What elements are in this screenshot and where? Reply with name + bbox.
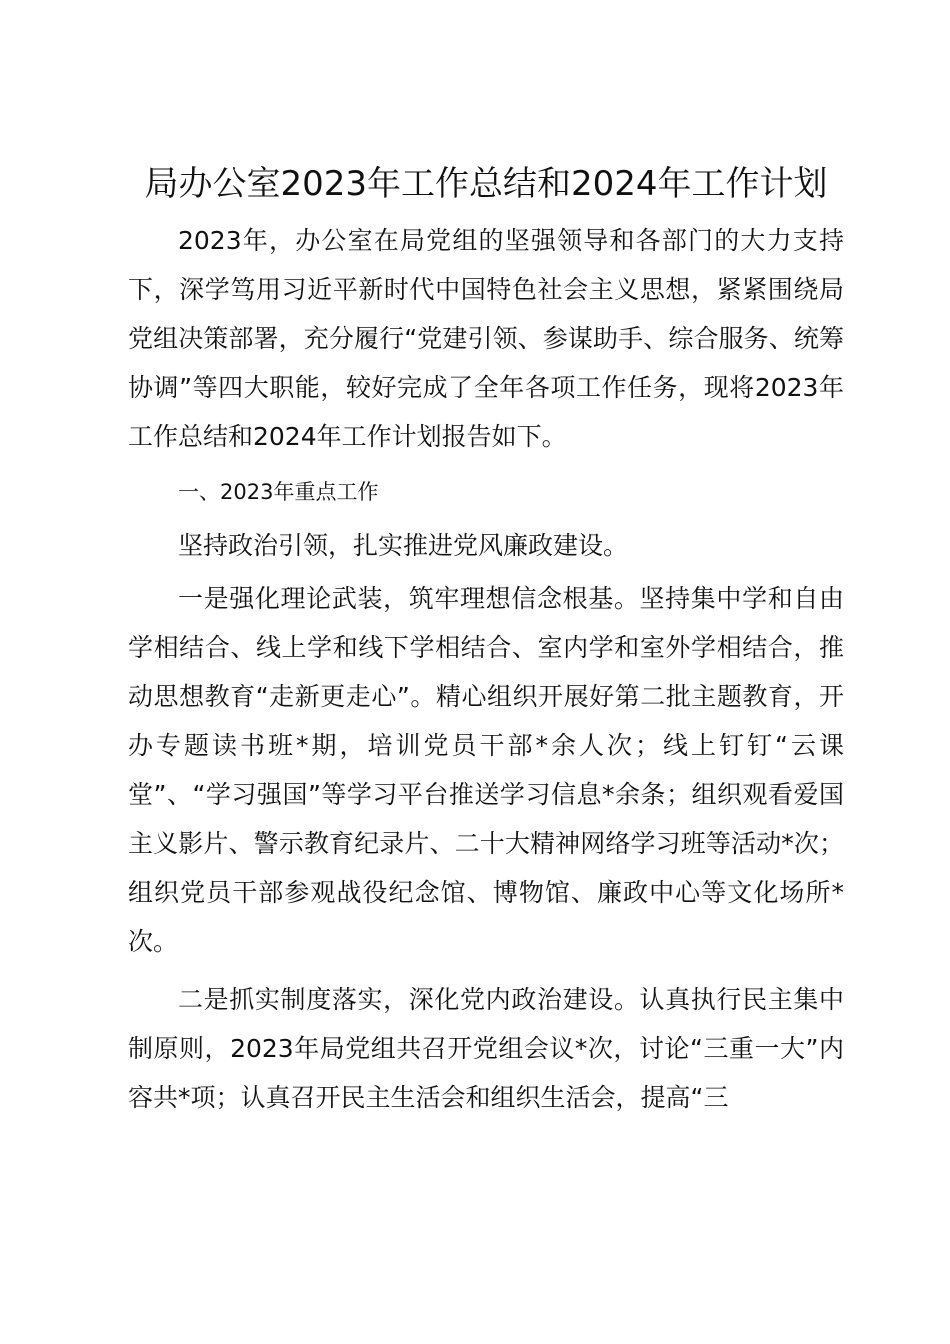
sub-heading: 坚持政治引领，扎实推进党风廉政建设。 [178,531,629,560]
paragraph-item-one: 一是强化理论武装，筑牢理想信念根基。坚持集中学和自由学相结合、线上学和线下学相结合、室内学和室外学相结合，推动思想教育“走新更走心”。精心组织开展好第二批主题教育，开办专题读书班*期，培训党员干部*余人次；线上钉钉“云课堂”、“学习强国”等学习平台推送学习信息*余条；组织观看爱国主义影片、警示教育纪录片、二十大精神网络学习班等活动*次；组织党员干部参观战役纪念馆、博物馆、廉政中心等文化场所*次。 [128,584,844,956]
section-heading: 一、2023年重点工作 [178,480,379,504]
document-body [128,160,844,1131]
document-title: 局办公室2023年工作总结和2024年工作计划 [144,164,828,204]
intro-paragraph: 2023年，办公室在局党组的坚强领导和各部门的大力支持下，深学笃用习近平新时代中国特色社会主义思想，紧紧围绕局党组决策部署，充分履行“党建引领、参谋助手、综合服务、统筹协调”等四大职能，较好完成了全年各项工作任务，现将2023年工作总结和2024年工作计划报告如下。 [128,226,844,451]
paragraph-item-two: 二是抓实制度落实，深化党内政治建设。认真执行民主集中制原则，2023年局党组共召开党组会议*次，讨论“三重一大”内容共*项；认真召开民主生活会和组织生活会，提高“三 [128,985,844,1112]
